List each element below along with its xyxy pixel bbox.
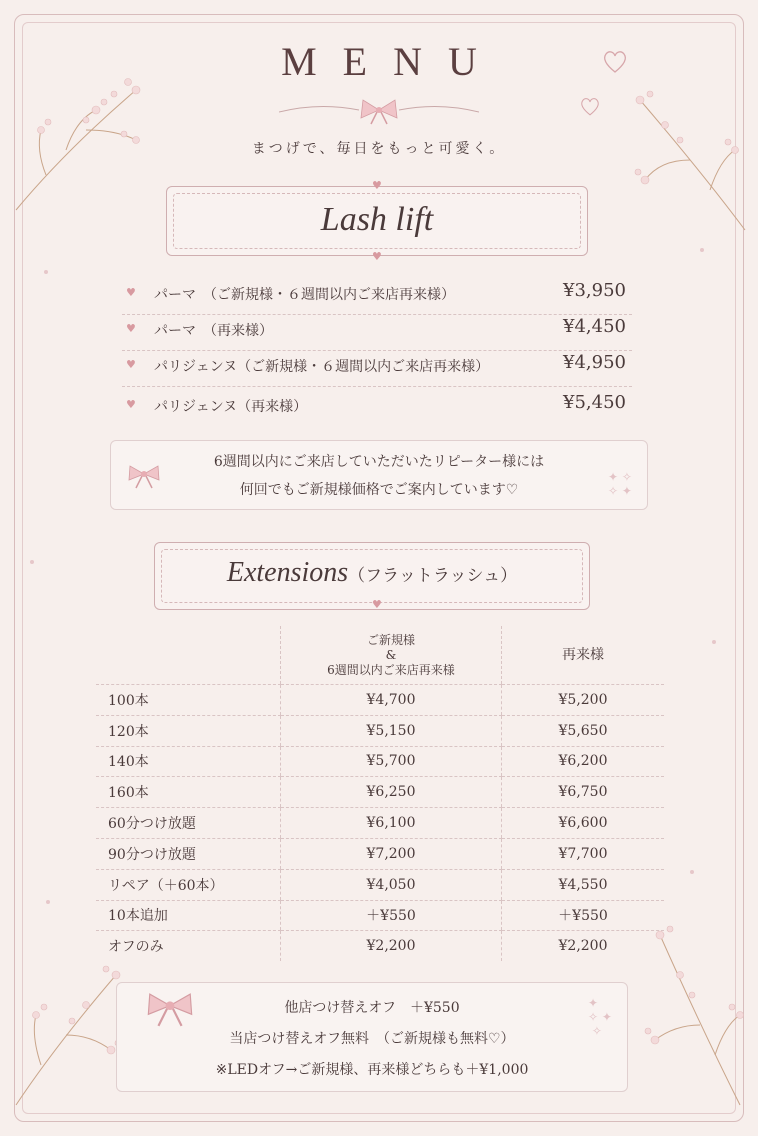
footer-note-line: 他店つけ替えオフ ＋¥550 bbox=[284, 1000, 460, 1016]
repeater-note-line: 6週間以内にご来店していただいたリピーター様には bbox=[213, 454, 545, 470]
table-header-row bbox=[96, 626, 664, 685]
heart-icon: ♥ bbox=[372, 179, 382, 192]
table-row: 160本 ¥6,250 ¥6,750 bbox=[96, 777, 664, 808]
column-header-repeat: 再来様 bbox=[502, 626, 665, 685]
repeater-note-line: 何回でもご新規様価格でご案内しています♡ bbox=[239, 482, 519, 498]
heart-icon: ♥ bbox=[126, 322, 136, 335]
lash-lift-title: Lash lift bbox=[320, 201, 434, 238]
footer-note-line: ※LEDオフ→ご新規様、再来様どちらも＋¥1,000 bbox=[215, 1062, 529, 1078]
extensions-price-table bbox=[96, 626, 664, 961]
table-row: 120本 ¥5,150 ¥5,650 bbox=[96, 715, 664, 746]
lash-lift-item: ♥ パリジェンヌ（再来様） ¥5,450 bbox=[126, 392, 626, 415]
heart-icon: ♥ bbox=[372, 250, 382, 263]
heart-icon bbox=[578, 94, 602, 118]
decor-dot bbox=[690, 870, 694, 874]
sparkle-icon: ✦ ✧ ✦ ✧ bbox=[588, 996, 612, 1038]
lash-lift-item: ♥ パリジェンヌ（ご新規様・６週間以内ご来店再来様） ¥4,950 bbox=[122, 348, 632, 387]
decor-dot bbox=[30, 560, 34, 564]
table-row: 140本 ¥5,700 ¥6,200 bbox=[96, 746, 664, 777]
table-row: 100本 ¥4,700 ¥5,200 bbox=[96, 685, 664, 716]
repeater-note-box bbox=[110, 440, 648, 510]
footer-note-line: 当店つけ替えオフ無料 （ご新規様も無料♡） bbox=[229, 1031, 515, 1047]
decor-dot bbox=[700, 248, 704, 252]
floral-sprig-icon bbox=[620, 80, 750, 240]
decor-dot bbox=[46, 900, 50, 904]
sparkle-icon: ✦ ✧ ✧ ✦ bbox=[608, 470, 632, 498]
heart-icon: ♥ bbox=[126, 358, 136, 371]
table-row: リペア（＋60本） ¥4,050 ¥4,550 bbox=[96, 869, 664, 900]
page-title: MENU bbox=[281, 39, 503, 84]
ribbon-bow-icon bbox=[126, 464, 162, 490]
heart-icon: ♥ bbox=[126, 286, 136, 299]
page-subtitle: まつげで、毎日をもっと可愛く。 bbox=[251, 141, 507, 157]
ribbon-bow-icon bbox=[279, 96, 479, 126]
ribbon-bow-icon bbox=[144, 990, 196, 1030]
table-row: 90分つけ放題 ¥7,200 ¥7,700 bbox=[96, 838, 664, 869]
decor-dot bbox=[44, 270, 48, 274]
table-row: 10本追加 ＋¥550 ＋¥550 bbox=[96, 900, 664, 931]
extensions-title: Extensions（フラットラッシュ） bbox=[226, 557, 518, 588]
heart-icon: ♥ bbox=[126, 398, 136, 411]
lash-lift-item: ♥ パーマ （ご新規様・６週間以内ご来店再来様） ¥3,950 bbox=[122, 276, 632, 315]
table-row: オフのみ ¥2,200 ¥2,200 bbox=[96, 931, 664, 961]
table-row: 60分つけ放題 ¥6,100 ¥6,600 bbox=[96, 808, 664, 839]
heart-icon: ♥ bbox=[372, 598, 382, 611]
lash-lift-title-box bbox=[166, 186, 588, 256]
lash-lift-item: ♥ パーマ （再来様） ¥4,450 bbox=[122, 312, 632, 351]
column-header-new: ご新規様 & 6週間以内ご来店再来様 bbox=[281, 626, 502, 685]
decor-dot bbox=[712, 640, 716, 644]
